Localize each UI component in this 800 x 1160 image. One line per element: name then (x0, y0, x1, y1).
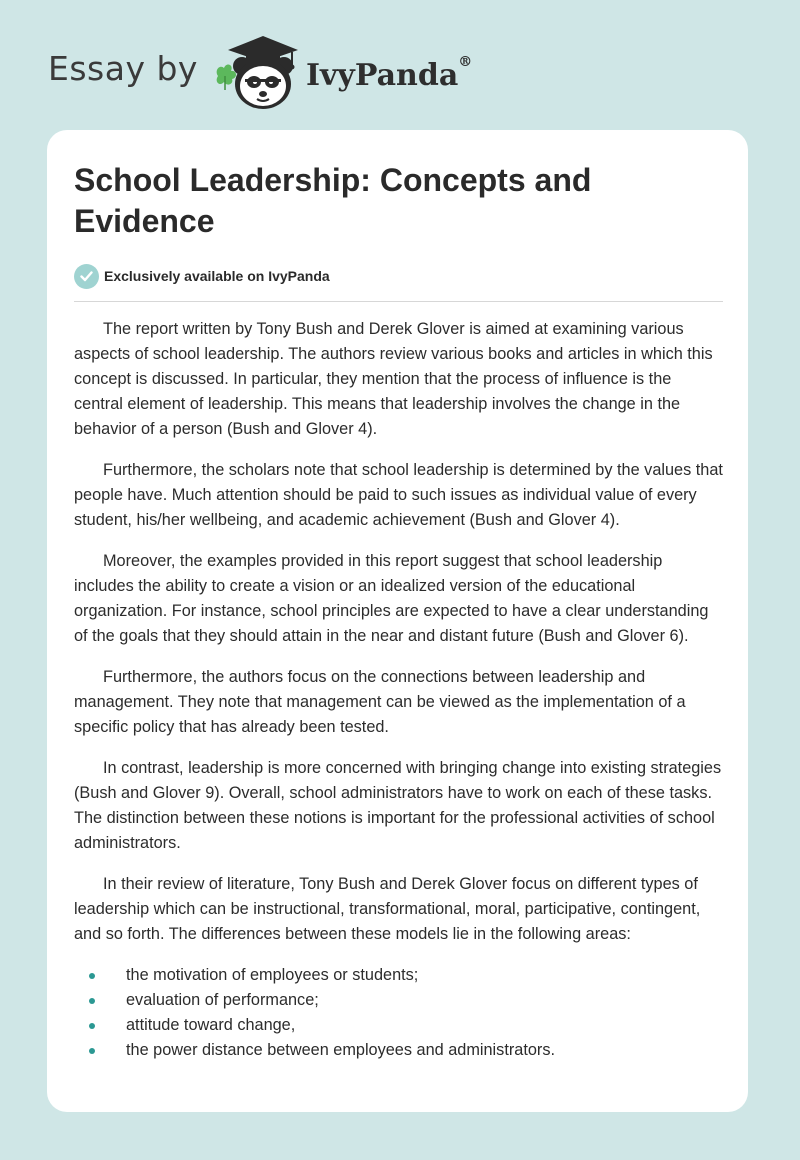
bullet-list (74, 963, 723, 1063)
exclusive-badge (74, 262, 723, 290)
paragraph: The report written by Tony Bush and Derek Glover is aimed at examining various aspects of school leadership. The authors review various books and articles in which this concept is discussed. In particular, they mention that the process of influence is the central element of leadership. This means that leadership involves the change in the behavior of a person (Bush and Glover 4). (74, 320, 713, 438)
list-item (74, 963, 723, 988)
essay-card (47, 130, 748, 1112)
list-item (74, 1038, 723, 1063)
paragraph: Moreover, the examples provided in this report suggest that school leadership includes the ability to create a vision or an idealized version of the educational organization. For instance, school principles are expected to have a clear understanding of the goals that they should attain in the near and distant future (Bush and Glover 6). (74, 552, 709, 645)
registered-mark: ® (458, 53, 473, 70)
exclusive-badge-label: Exclusively available on IvyPanda (104, 268, 330, 284)
ivy-leaf-icon (217, 64, 236, 90)
paragraph: In contrast, leadership is more concerned with bringing change into existing strategies (Bush and Glover 9). Overall, school administrators have to work on each of these tasks. The distinction between these notions is important for the professional activities of school administrators. (74, 759, 722, 852)
essay-content (74, 160, 723, 1063)
paragraph: Furthermore, the scholars note that school leadership is determined by the values that people have. Much attention should be paid to such issues as individual value of every student, his/her wellbeing, and academic achievement (Bush and Glover 4). (74, 461, 723, 529)
site-header (48, 32, 472, 112)
bullet-dot-icon (89, 1048, 95, 1054)
essay-body (74, 317, 723, 1063)
list-item (74, 988, 723, 1013)
list-item-text: evaluation of performance; (126, 991, 319, 1009)
list-item-text: the power distance between employees and administrators. (126, 1041, 555, 1059)
essay-by-label: Essay by (48, 48, 198, 88)
essay-title: School Leadership: Concepts and Evidence (74, 162, 592, 239)
paragraph: Furthermore, the authors focus on the connections between leadership and management. They note that management can be viewed as the implementation of a specific policy that has already been tested. (74, 668, 686, 736)
checkmark-icon (74, 264, 99, 289)
bullet-dot-icon (89, 998, 95, 1004)
list-item-text: the motivation of employees or students; (126, 966, 419, 984)
bullet-dot-icon (89, 1023, 95, 1029)
paragraph: In their review of literature, Tony Bush and Derek Glover focus on different types of leadership which can be instructional, transformational, moral, participative, contingent, and so forth. The differences between these models lie in the following areas: (74, 875, 701, 943)
bullet-dot-icon (89, 973, 95, 979)
list-item-text: attitude toward change, (126, 1016, 296, 1034)
list-item (74, 1013, 723, 1038)
brand-name[interactable]: IvyPanda® (305, 53, 473, 93)
divider (74, 301, 723, 302)
panda-graduate-icon[interactable] (212, 32, 304, 112)
